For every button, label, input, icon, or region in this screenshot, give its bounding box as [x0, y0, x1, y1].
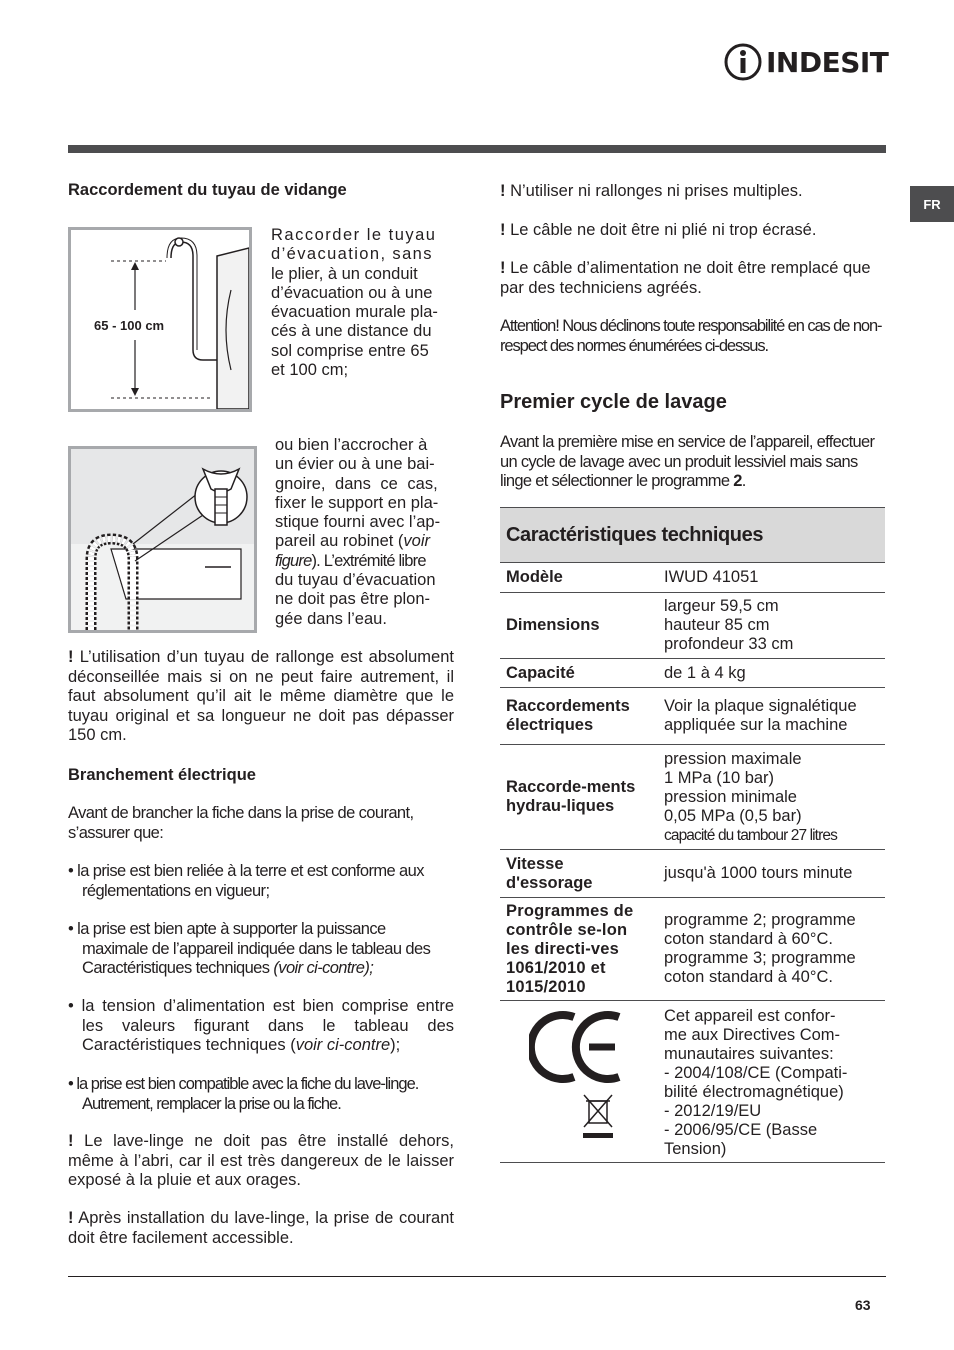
- ce-description: [658, 1001, 885, 1163]
- first-cycle-title: Premier cycle de lavage: [500, 391, 727, 413]
- text-line: ne doit pas être plon-: [275, 590, 431, 609]
- spec-label: Programmes de contrôle se-lon les directi-ves 1061/2010 et 1015/2010: [500, 898, 658, 1001]
- warning-mark: !: [500, 259, 506, 277]
- spec-value-line: hauteur 85 cm: [664, 616, 770, 634]
- spec-label: Modèle: [500, 563, 658, 593]
- bullet-item: • la prise est bien compatible avec la fiche du lave-linge. Autrement, remplacer la prise ou la fiche.: [68, 1075, 419, 1113]
- table-row: [500, 659, 885, 688]
- bullet-text: • la prise est bien apte à supporter la puissance maximale de l’appareil indiquée dans le tableau des Caractéristiques techniques: [68, 920, 431, 977]
- text-fragment: ). L’extrémité libre: [311, 551, 426, 570]
- warning-text: L’utilisation d’un tuyau de rallonge est absolument déconseillée mais si on ne peut faire autrement, il faut absolument qu’il ait le même diamètre que le tuyau original et sa longueur ne doit pas dépasser 150 cm.: [68, 648, 454, 744]
- warning-text: Le lave-linge ne doit pas être installé dehors, même à l’abri, car il est très dangereux de le laisser exposé à la pluie et aux orages.: [68, 1132, 454, 1189]
- text-line: du tuyau d’évacuation: [275, 571, 436, 590]
- text-line: évacuation murale pla-: [271, 303, 438, 322]
- spec-label: Vitesse d'essorage: [500, 850, 658, 898]
- footer-rule: [68, 1276, 886, 1277]
- specs-title: Caractéristiques techniques: [500, 508, 885, 563]
- sink-hook-illustration: [71, 449, 254, 630]
- spec-label: Capacité: [500, 659, 658, 688]
- header-bar: [68, 145, 886, 153]
- spec-value: de 1 à 4 kg: [658, 659, 885, 688]
- text-line: Raccorder le tuyau: [271, 226, 437, 244]
- table-row: [500, 1001, 885, 1163]
- spec-label: Raccorde-ments hydrau-liques: [500, 745, 658, 850]
- indesit-logo: [724, 42, 889, 82]
- spec-value-line: me aux Directives Com-: [664, 1026, 841, 1044]
- bullet-text: voir ci-contre: [295, 1036, 391, 1054]
- spec-value-line: capacité du tambour 27 litres: [664, 826, 837, 844]
- text-line: stique fourni avec l’ap-: [275, 513, 441, 532]
- table-row: [500, 508, 885, 563]
- outdoor-warning: [68, 1132, 454, 1191]
- spec-value-line: - 2006/95/CE (Basse: [664, 1121, 818, 1139]
- indesit-logo-icon: [724, 42, 762, 82]
- text-line: et 100 cm;: [271, 361, 349, 380]
- text-line: gée dans l’eau.: [275, 609, 387, 628]
- warning-item: [500, 221, 886, 241]
- bullet-item: [68, 920, 454, 979]
- specs-table: [500, 507, 885, 1163]
- table-row: [500, 563, 885, 593]
- table-row: [500, 688, 885, 745]
- spec-value: programme 2; programme coton standard à 60°C. programme 3; programme coton standard à 40°C.: [658, 898, 885, 1001]
- language-tab: FR: [910, 186, 954, 222]
- warning-mark: !: [500, 182, 506, 200]
- text-line: le plier, à un conduit: [271, 264, 418, 283]
- spec-value-line: munautaires suivantes:: [664, 1045, 834, 1063]
- height-range-label: 65 - 100 cm: [94, 318, 165, 333]
- spec-label: Raccordements électriques: [500, 688, 658, 745]
- text-fragment: .: [741, 472, 746, 490]
- brand-name: INDESIT: [766, 46, 889, 79]
- spec-value: Voir la plaque signalétique appliquée sur la machine: [658, 688, 885, 745]
- spec-value: [658, 745, 885, 850]
- text-fragment: pareil au robinet (: [275, 532, 404, 551]
- text-line: gnoire, dans ce cas,: [275, 474, 438, 493]
- warning-mark: !: [500, 221, 506, 239]
- text-fragment: Avant la première mise en service de l’appareil, effectuer un cycle de lavage avec un produit lessiviel mais sans linge et sélectionner le programme: [500, 433, 875, 490]
- ce-marks-cell: [500, 1001, 658, 1163]
- spec-value-line: - 2012/19/EU: [664, 1102, 762, 1120]
- warning-mark: !: [68, 1132, 74, 1150]
- spec-label: Dimensions: [500, 593, 658, 659]
- text-line: fixer le support en pla-: [275, 493, 439, 512]
- spec-value: IWUD 41051: [658, 563, 885, 593]
- access-warning: [68, 1209, 454, 1248]
- first-cycle-text: [500, 433, 886, 492]
- spec-value-line: - 2004/108/CE (Compati-: [664, 1064, 848, 1082]
- text-line: cés à une distance du: [271, 322, 432, 341]
- warning-mark: !: [68, 648, 74, 666]
- spec-value-line: largeur 59,5 cm: [664, 597, 779, 615]
- spec-value: [658, 593, 885, 659]
- drain-hose-text: [271, 226, 454, 380]
- text-line: d’évacuation, sans: [271, 245, 433, 264]
- spec-value-line: 0,05 MPa (0,5 bar): [664, 806, 802, 825]
- text-line: [275, 552, 454, 571]
- spec-value-line: pression minimale: [664, 787, 797, 806]
- warning-item: [500, 182, 886, 202]
- text-line: sol comprise entre 65: [271, 341, 429, 360]
- bullet-item: • la prise est bien reliée à la terre et est conforme aux réglementations en vigueur;: [68, 862, 424, 900]
- table-row: [500, 898, 885, 1001]
- warning-text: Après installation du lave-linge, la prise de courant doit être facilement accessible.: [68, 1209, 454, 1247]
- bullet-text: • la tension d’alimentation est bien comprise entre les valeurs figurant dans le tableau des Caractéristiques techniques (: [68, 997, 454, 1054]
- electrical-title: Branchement électrique: [68, 766, 256, 784]
- warning-text: Le câble ne doit être ni plié ni trop écrasé.: [510, 221, 817, 239]
- bullet-text: );: [390, 1036, 401, 1054]
- text-fragment: voir: [403, 532, 431, 551]
- attention-note: Attention! Nous déclinons toute responsabilité en cas de non-respect des normes énumérées ci-dessus.: [500, 317, 882, 355]
- spec-value: jusqu'à 1000 tours minute: [658, 850, 885, 898]
- sink-hook-text: [275, 436, 454, 629]
- spec-value-line: bilité électromagnétique): [664, 1083, 844, 1101]
- text-fragment: figure: [275, 551, 312, 570]
- bullet-text: (voir ci-contre);: [269, 959, 374, 977]
- extension-warning: [68, 648, 454, 746]
- table-row: [500, 593, 885, 659]
- bullet-item: [68, 997, 454, 1056]
- page-number: 63: [855, 1297, 871, 1313]
- table-row: [500, 850, 885, 898]
- text-line: d’évacuation ou à une: [271, 283, 433, 302]
- ce-mark-icon: [529, 1009, 629, 1149]
- spec-value-line: Cet appareil est confor-: [664, 1007, 836, 1025]
- electrical-intro: Avant de brancher la fiche dans la prise de courant, s’assurer que:: [68, 804, 414, 842]
- text-line: un évier ou à une bai-: [275, 455, 435, 474]
- warning-mark: !: [68, 1209, 74, 1227]
- spec-value-line: profondeur 33 cm: [664, 635, 794, 653]
- warning-item: [500, 259, 886, 298]
- text-line: [275, 532, 454, 551]
- weee-bin-icon: [583, 1095, 613, 1138]
- warning-text: Le câble d’alimentation ne doit être remplacé que par des techniciens agréés.: [500, 259, 871, 297]
- spec-value-line: Tension): [664, 1140, 727, 1158]
- table-row: [500, 745, 885, 850]
- spec-value-line: 1 MPa (10 bar): [664, 768, 775, 787]
- drain-hose-title: Raccordement du tuyau de vidange: [68, 181, 347, 199]
- spec-value-line: pression maximale: [664, 749, 802, 768]
- drain-height-figure: [68, 227, 252, 412]
- sink-hook-figure: [68, 446, 257, 633]
- text-line: ou bien l’accrocher à: [275, 436, 428, 454]
- program-number: 2: [733, 472, 742, 490]
- warning-text: N’utiliser ni rallonges ni prises multiples.: [510, 182, 803, 200]
